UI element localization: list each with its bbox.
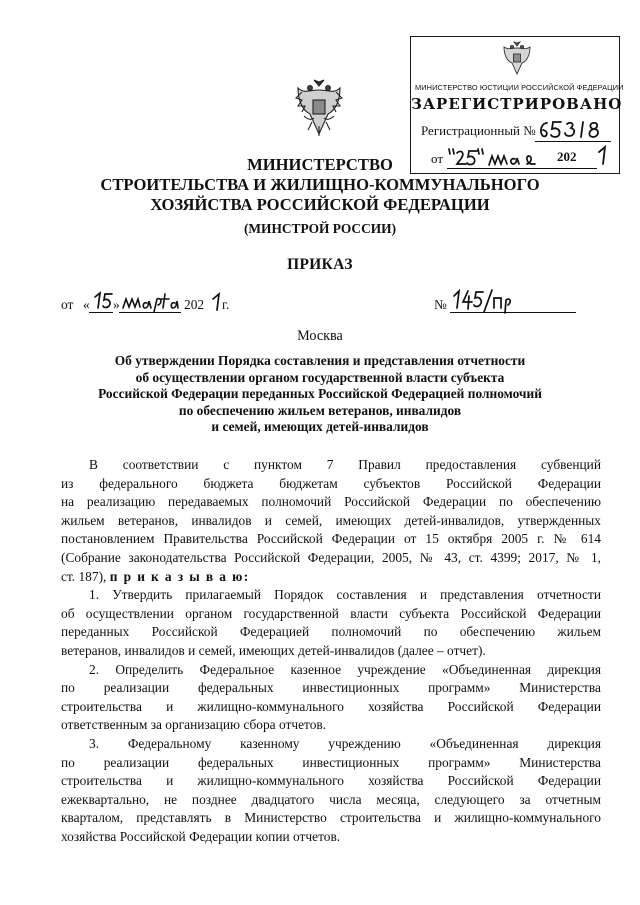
body-line-command [61,568,601,587]
item-1-line: ветеранов, инвалидов и семей, имеющих детей-инвалидов (далее – отчет). [61,642,486,658]
preamble-last-prefix: ст. 187), [61,568,110,584]
registration-stamp [410,36,624,174]
order-day-handwritten [91,291,115,311]
ministry-line-3: ХОЗЯЙСТВА РОССИЙСКОЙ ФЕДЕРАЦИИ [150,195,490,214]
title-line: Российской Федерации переданных Российской Федерацией полномочий [98,386,542,402]
stamp-reg-underline [535,141,611,142]
item-2-line: строительства и жилищно-коммунального хозяйства Российской Федерации [61,698,601,714]
body-line: В соответствии с пунктом 7 Правил предоставления субвенций [89,457,601,472]
item-3-line: строительства и жилищно-коммунального хозяйства Российской Федерации [61,773,601,789]
ministry-line-2: СТРОИТЕЛЬСТВА И ЖИЛИЩНО-КОММУНАЛЬНОГО [100,175,540,194]
body-line: жильем ветеранов, инвалидов и семей, имеющих детей-инвалидов, утвержденных [61,512,601,528]
item-2-line: ответственным за организацию сбора отчетов. [61,717,327,733]
body-line: из федерального бюджета бюджетам субъектов Российской Федерации [61,475,601,491]
coat-of-arms-icon [292,76,346,140]
document-title [60,353,580,436]
title-line: Об утверждении Порядка составления и представления отчетности [114,353,526,368]
title-line: об осуществлении органом государственной власти субъекта [135,369,505,385]
stamp-reg-label: Регистрационный № [421,123,536,138]
ministry-short-name: (МИНСТРОЙ РОССИИ) [243,221,397,236]
item-3-line: по реализации федеральных инвестиционных программ» Министерства [61,754,601,770]
item-2-line: по реализации федеральных инвестиционных программ» Министерства [61,680,601,696]
stamp-reg-number-handwritten [533,117,617,141]
date-close-quote: » [113,297,120,312]
order-command: п р и к а з ы в а ю: [109,568,250,584]
stamp-year-handwritten [595,144,611,166]
item-1-line: переданных Российской Федерацией полномочий по обеспечению жильем [61,624,601,640]
ministry-name [70,155,570,215]
date-open-quote: « [83,297,90,312]
order-date-number-row [61,291,581,317]
item-1-line: 1. Утвердить прилагаемый Порядок составления и представления отчетности [89,587,601,603]
date-from-label: от [61,297,74,312]
order-month-underline [119,312,181,313]
order-day-underline [89,312,113,313]
item-3-line: 3. Федеральному казенному учреждению «Объединенная дирекция [89,735,601,751]
body-line: на реализацию передаваемых полномочий Российской Федерации по обеспечению [61,494,601,510]
ministry-line-1: МИНИСТЕРСТВО [247,155,393,174]
stamp-registered-title: ЗАРЕГИСТРИРОВАНО [411,95,623,113]
order-number-underline [450,312,576,313]
title-line: и семей, имеющих детей-инвалидов [211,419,429,435]
item-3-line: ежеквартально, не позднее двадцатого числа месяца, следующего за отчетным [61,791,601,807]
order-year-prefix: 202 [184,297,205,312]
city: Москва [297,328,343,344]
body-line: постановлением Правительства Российской Федерации от 15 октября 2005 г. № 614 [61,531,601,547]
item-3-line: кварталом, представлять в Министерство строительства и жилищно-коммунального [61,810,601,826]
stamp-coat-of-arms-icon [501,40,533,78]
title-line: по обеспечению жильем ветеранов, инвалидов [178,402,462,418]
order-year-tail: г. [222,297,230,312]
item-3-line: хозяйства Российской Федерации копии отчетов. [61,828,341,844]
stamp-from-label: от [431,151,444,166]
document-body [61,456,601,846]
order-number-handwritten [450,288,512,314]
item-2-line: 2. Определить Федеральное казенное учреждение «Объединенная дирекция [89,661,601,677]
document-type: ПРИКАЗ [287,256,353,273]
stamp-year: 202 [557,149,577,164]
body-line: (Собрание законодательства Российской Федерации, 2005, № 43, ст. 4399; 2017, № 1, [61,549,601,565]
order-number-label: № [434,297,447,312]
item-1-line: об осуществлении органом государственной власти субъекта Российской Федерации [61,605,601,621]
stamp-ministry-name: МИНИСТЕРСТВО ЮСТИЦИИ РОССИЙСКОЙ ФЕДЕРАЦИИ [415,83,624,92]
order-month-handwritten [121,291,179,313]
